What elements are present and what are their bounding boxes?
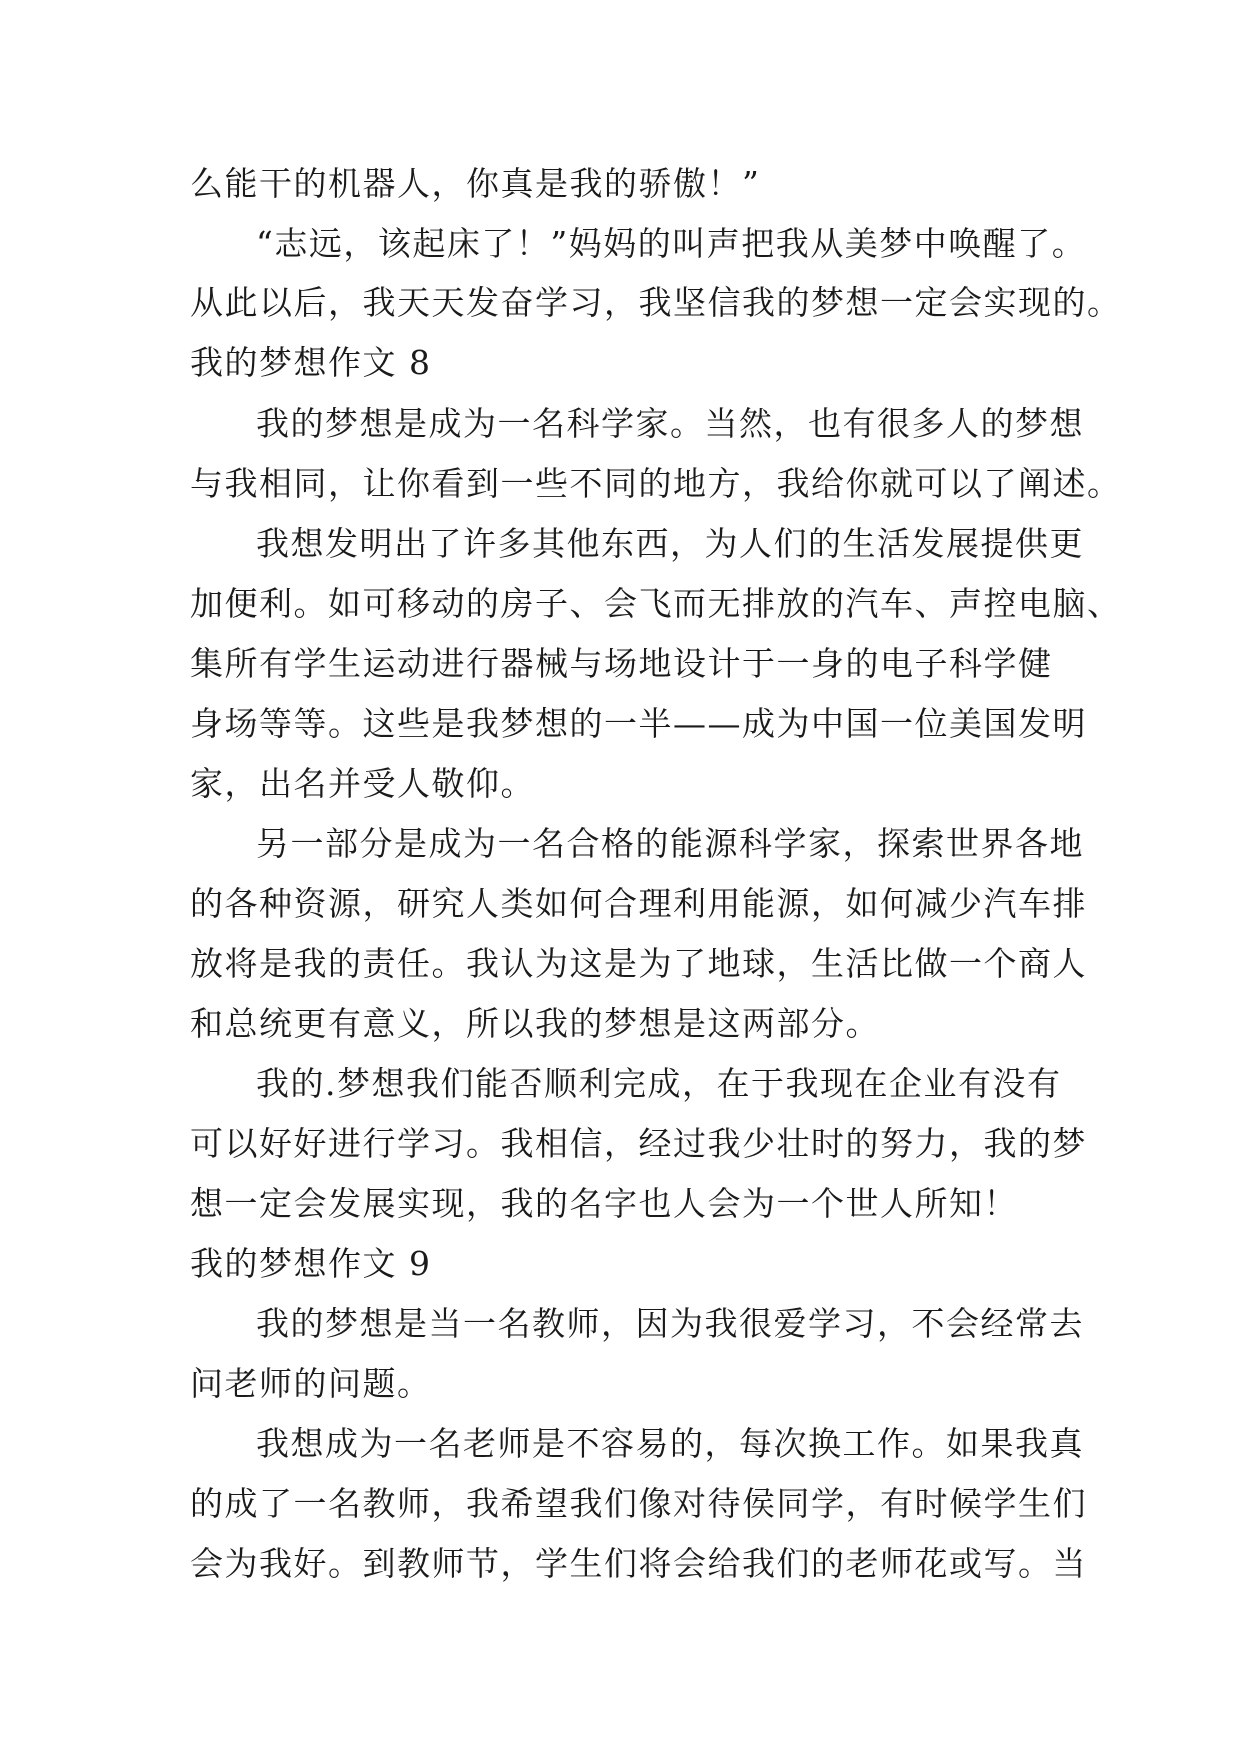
text-line: 加便利。如可移动的房子、会飞而无排放的汽车、声控电脑、 — [190, 584, 1122, 623]
text-line: 会为我好。到教师节，学生们将会给我们的老师花或写。当 — [190, 1544, 1087, 1583]
text-line: 和总统更有意义，所以我的梦想是这两部分。 — [190, 1004, 880, 1043]
text-line: “志远，该起床了！”妈妈的叫声把我从美梦中唤醒了。 — [256, 224, 1087, 263]
section-heading: 我的梦想作文 8 — [190, 343, 432, 382]
text-line: 我想成为一名老师是不容易的，每次换工作。如果我真 — [256, 1424, 1084, 1463]
text-line: 从此以后，我天天发奋学习，我坚信我的梦想一定会实现的。 — [190, 283, 1122, 322]
text-line: 另一部分是成为一名合格的能源科学家，探索世界各地 — [256, 824, 1084, 863]
text-line: 我的梦想是成为一名科学家。当然，也有很多人的梦想 — [256, 404, 1084, 443]
text-line: 身场等等。这些是我梦想的一半——成为中国一位美国发明 — [190, 704, 1087, 743]
text-line: 放将是我的责任。我认为这是为了地球，生活比做一个商人 — [190, 944, 1087, 983]
text-line: 的各种资源，研究人类如何合理利用能源，如何减少汽车排 — [190, 884, 1087, 923]
text-line: 集所有学生运动进行器械与场地设计于一身的电子科学健 — [190, 644, 1053, 683]
text-line: 问老师的问题。 — [190, 1364, 432, 1403]
text-line: 我的梦想是当一名教师，因为我很爱学习，不会经常去 — [256, 1304, 1084, 1343]
text-line: 么能干的机器人，你真是我的骄傲！” — [190, 164, 761, 203]
text-line: 想一定会发展实现，我的名字也人会为一个世人所知！ — [190, 1184, 1018, 1223]
text-line: 家，出名并受人敬仰。 — [190, 764, 535, 803]
text-line: 我想发明出了许多其他东西，为人们的生活发展提供更 — [256, 524, 1084, 563]
text-line: 与我相同，让你看到一些不同的地方，我给你就可以了阐述。 — [190, 464, 1122, 503]
text-line: 我的.梦想我们能否顺利完成，在于我现在企业有没有 — [256, 1064, 1062, 1103]
section-heading: 我的梦想作文 9 — [190, 1244, 432, 1283]
text-line: 的成了一名教师，我希望我们像对待侯同学，有时候学生们 — [190, 1484, 1087, 1523]
text-line: 可以好好进行学习。我相信，经过我少壮时的努力，我的梦 — [190, 1124, 1087, 1163]
